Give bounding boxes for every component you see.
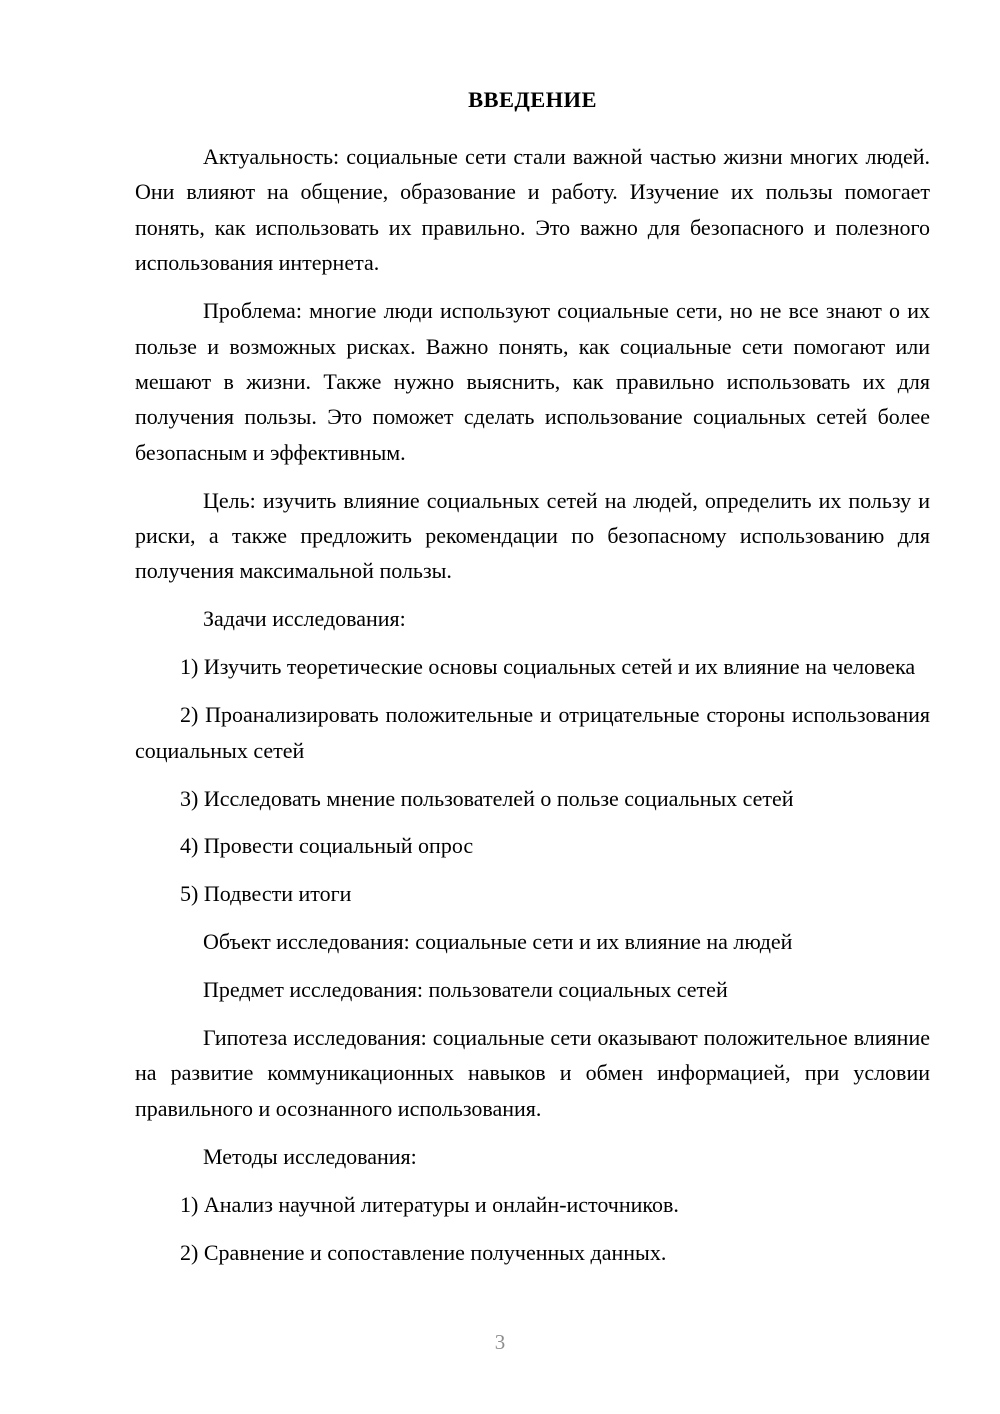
method-item-1: 1) Анализ научной литературы и онлайн-источников.	[180, 1191, 679, 1217]
methods-heading: Методы исследования:	[203, 1143, 417, 1169]
paragraph-problem: Проблема: многие люди используют социальные сети, но не все знают о их пользе и возможных рисках. Важно понять, как социальные сети помогают или мешают в жизни. Также нужно выяснить, как правильно использовать их для получения пользы. Это поможет сделать использование социальных сетей более безопасным и эффективным.	[135, 298, 930, 465]
tasks-heading: Задачи исследования:	[203, 606, 406, 632]
task-item-1: 1) Изучить теоретические основы социальных сетей и их влияние на человека	[180, 654, 916, 680]
subject-of-research: Предмет исследования: пользователи социальных сетей	[203, 977, 728, 1003]
method-item-2: 2) Сравнение и сопоставление полученных данных.	[180, 1239, 667, 1265]
page-title: ВВЕДЕНИЕ	[468, 87, 597, 112]
task-item-5: 5) Подвести итоги	[180, 881, 352, 907]
page-number: 3	[494, 1330, 506, 1354]
object-of-research: Объект исследования: социальные сети и их влияние на людей	[203, 929, 793, 955]
paragraph-relevance: Актуальность: социальные сети стали важной частью жизни многих людей. Они влияют на общение, образование и работу. Изучение их пользы помогает понять, как использовать их правильно. Это важно для безопасного и полезного использования интернета.	[135, 144, 930, 276]
page-content	[135, 86, 930, 1282]
paragraph-hypothesis: Гипотеза исследования: социальные сети оказывают положительное влияние на развитие коммуникационных навыков и обмен информацией, при условии правильного и осознанного использования.	[135, 1025, 930, 1121]
task-item-2: 2) Проанализировать положительные и отрицательные стороны использования социальных сетей	[135, 702, 930, 763]
paragraph-goal: Цель: изучить влияние социальных сетей на людей, определить их пользу и риски, а также предложить рекомендации по безопасному использованию для получения максимальной пользы.	[135, 487, 930, 584]
task-item-3: 3) Исследовать мнение пользователей о пользе социальных сетей	[180, 785, 794, 811]
task-item-4: 4) Провести социальный опрос	[180, 833, 474, 859]
